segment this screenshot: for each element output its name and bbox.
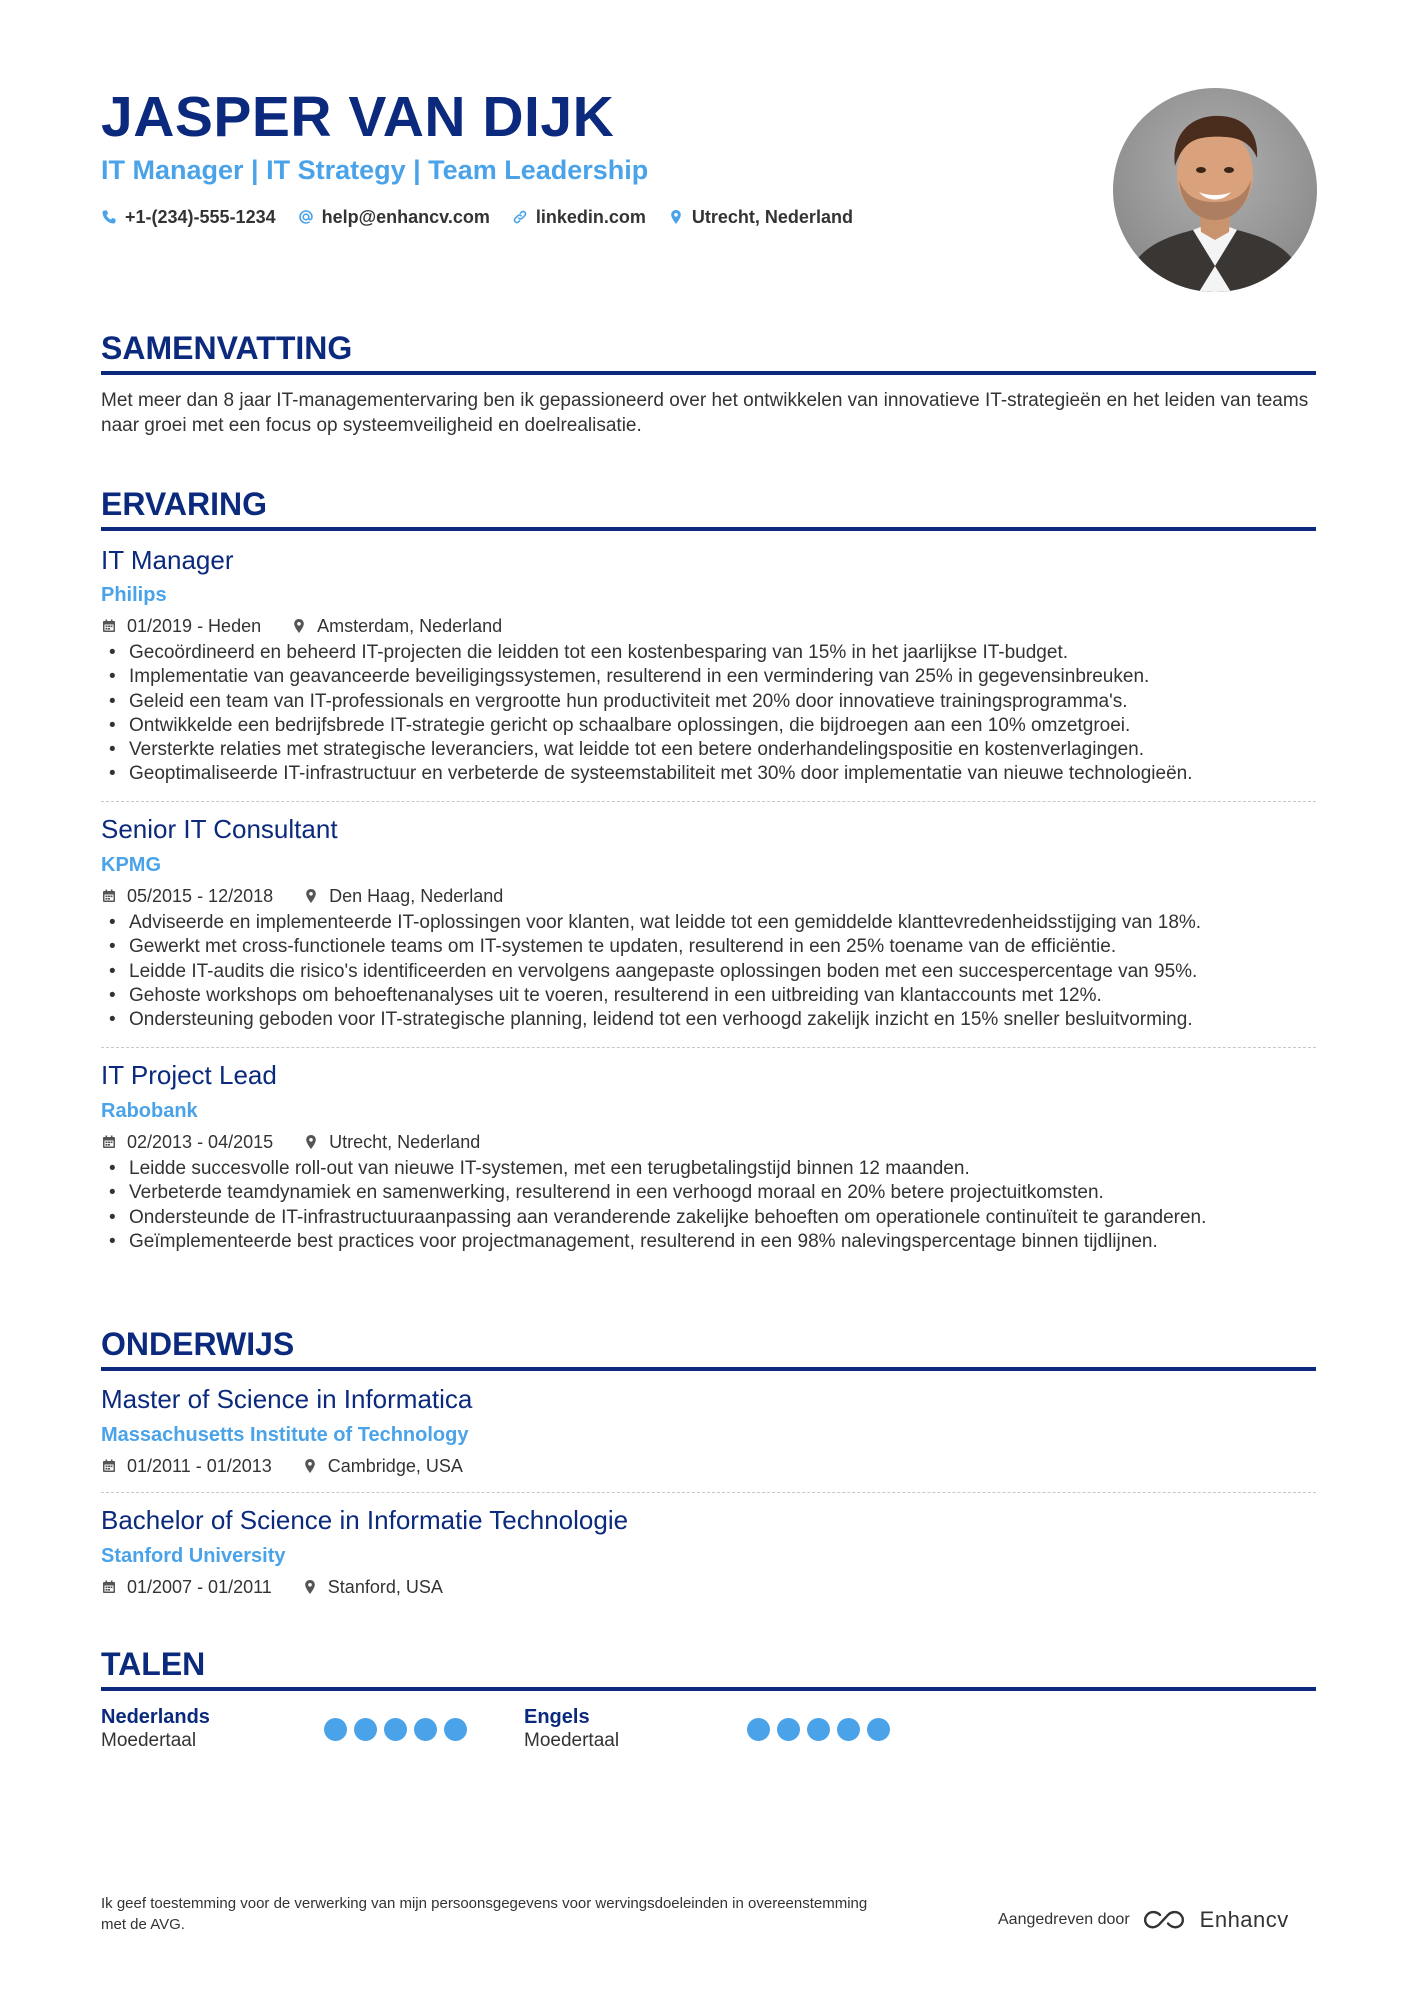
job-location-text: Den Haag, Nederland bbox=[329, 886, 504, 906]
contact-phone[interactable] bbox=[101, 204, 276, 230]
job-company: Rabobank bbox=[101, 1100, 198, 1122]
school-name: Massachusetts Institute of Technology bbox=[101, 1424, 469, 1446]
language-rating bbox=[747, 1718, 890, 1741]
gdpr-consent-note: Ik geef toestemming voor de verwerking van mijn persoonsgegevens voor wervingsdoeleinden in overeenstemming met de AVG. bbox=[101, 1895, 868, 1933]
contact-linkedin[interactable] bbox=[512, 204, 646, 230]
degree-title: Master of Science in Informatica bbox=[101, 1384, 473, 1414]
powered-by-label: Aangedreven door bbox=[998, 1911, 1130, 1928]
achievement-item: • Implementatie van geavanceerde beveiligingssystemen, resulterend in een vermindering van 25% in gegevensinbreuken. bbox=[101, 665, 1316, 689]
education-location-text: Stanford, USA bbox=[327, 1577, 443, 1597]
job-dates bbox=[101, 614, 261, 638]
language-name: Nederlands bbox=[101, 1706, 210, 1728]
calendar-icon bbox=[101, 1134, 117, 1150]
rating-dot bbox=[867, 1718, 890, 1741]
rating-dot bbox=[384, 1718, 407, 1741]
calendar-icon bbox=[101, 1458, 117, 1474]
achievement-item: • Verbeterde teamdynamiek en samenwerking, resulterend in een verhoogd moraal en 20% betere projectuitkomsten. bbox=[101, 1181, 1316, 1205]
section-divider bbox=[101, 371, 1316, 375]
location-text: Utrecht, Nederland bbox=[691, 207, 853, 227]
job-meta bbox=[101, 1130, 510, 1154]
job-dates-text: 05/2015 - 12/2018 bbox=[127, 886, 274, 906]
job-company: KPMG bbox=[101, 854, 161, 876]
candidate-name: JASPER VAN DIJK bbox=[101, 85, 615, 149]
section-title-languages: TALEN bbox=[101, 1646, 206, 1682]
at-icon bbox=[298, 209, 314, 225]
job-meta bbox=[101, 884, 533, 908]
education-dates-text: 01/2007 - 01/2011 bbox=[127, 1577, 272, 1597]
education-dates bbox=[101, 1454, 272, 1478]
contact-bar bbox=[101, 204, 853, 230]
rating-dot bbox=[354, 1718, 377, 1741]
linkedin-text: linkedin.com bbox=[535, 207, 646, 227]
achievement-item: • Geïmplementeerde best practices voor projectmanagement, resulterend in een 98% nalevingspercentage binnen tijdlijnen. bbox=[101, 1230, 1316, 1254]
calendar-icon bbox=[101, 888, 117, 904]
job-meta bbox=[101, 614, 532, 638]
section-divider bbox=[101, 1367, 1316, 1371]
degree-title: Bachelor of Science in Informatie Technologie bbox=[101, 1505, 629, 1535]
section-title-summary: SAMENVATTING bbox=[101, 330, 353, 366]
calendar-icon bbox=[101, 618, 117, 634]
rating-dot bbox=[444, 1718, 467, 1741]
achievement-item: • Gecoördineerd en beheerd IT-projecten die leidden tot een kostenbesparing van 15% in het jaarlijkse IT-budget. bbox=[101, 641, 1316, 665]
contact-location bbox=[668, 204, 853, 230]
job-location bbox=[303, 884, 503, 908]
entry-separator bbox=[101, 1492, 1316, 1493]
achievement-item: • Ondersteuning geboden voor IT-strategische planning, leidend tot een verhoogd zakelijk inzicht en 15% sneller besluitvorming. bbox=[101, 1008, 1316, 1032]
enhancv-wordmark: Enhancv bbox=[1199, 1907, 1289, 1932]
education-location bbox=[302, 1454, 463, 1478]
entry-separator bbox=[101, 801, 1316, 802]
location-pin-icon bbox=[291, 618, 307, 634]
phone-text: +1-(234)-555-1234 bbox=[125, 207, 276, 227]
contact-email[interactable] bbox=[298, 204, 490, 230]
language-rating bbox=[324, 1718, 467, 1741]
education-dates-text: 01/2011 - 01/2013 bbox=[127, 1456, 272, 1476]
job-title: IT Project Lead bbox=[101, 1060, 277, 1090]
achievement-item: • Gewerkt met cross-functionele teams om IT-systemen te updaten, resulterend in een 25% toename van de efficiëntie. bbox=[101, 935, 1316, 959]
achievement-item: • Versterkte relaties met strategische leveranciers, wat leidde tot een betere onderhandelingspositie en kostenverlagingen. bbox=[101, 738, 1316, 762]
summary-text: Met meer dan 8 jaar IT-managementervaring ben ik gepassioneerd over het ontwikkelen van innovatieve IT-strategieën en het leiden van teams naar groei met een focus op systeemveiligheid en doelrealisatie. bbox=[101, 390, 1309, 436]
education-dates bbox=[101, 1575, 272, 1599]
rating-dot bbox=[777, 1718, 800, 1741]
language-level: Moedertaal bbox=[524, 1730, 620, 1751]
education-location-text: Cambridge, USA bbox=[327, 1456, 463, 1476]
section-divider bbox=[101, 1687, 1316, 1691]
job-dates-text: 01/2019 - Heden bbox=[127, 616, 262, 636]
rating-dot bbox=[807, 1718, 830, 1741]
job-achievements bbox=[101, 1157, 1316, 1254]
section-title-education: ONDERWIJS bbox=[101, 1326, 295, 1362]
profile-photo bbox=[1113, 88, 1317, 292]
achievement-item: • Leidde IT-audits die risico's identificeerden en vervolgens aangepaste oplossingen boden met een succespercentage van 95%. bbox=[101, 960, 1316, 984]
powered-by[interactable] bbox=[998, 1907, 1289, 1933]
achievement-item: • Geleid een team van IT-professionals en vergrootte hun productiviteit met 20% door innovatieve trainingsprogramma's. bbox=[101, 690, 1316, 714]
job-location bbox=[291, 614, 502, 638]
job-dates-text: 02/2013 - 04/2015 bbox=[127, 1132, 274, 1152]
phone-icon bbox=[101, 209, 117, 225]
resume-page bbox=[101, 0, 1316, 1995]
achievement-item: • Adviseerde en implementeerde IT-oplossingen voor klanten, wat leidde tot een gemiddelde klanttevredenheidsstijging van 18%. bbox=[101, 911, 1316, 935]
location-pin-icon bbox=[302, 1579, 318, 1595]
language-name: Engels bbox=[524, 1706, 590, 1728]
job-title: Senior IT Consultant bbox=[101, 814, 338, 844]
calendar-icon bbox=[101, 1579, 117, 1595]
link-icon bbox=[512, 209, 528, 225]
rating-dot bbox=[747, 1718, 770, 1741]
section-title-experience: ERVARING bbox=[101, 486, 267, 522]
rating-dot bbox=[324, 1718, 347, 1741]
profile-portrait-illustration bbox=[1113, 88, 1317, 292]
achievement-item: • Geoptimaliseerde IT-infrastructuur en verbeterde de systeemstabiliteit met 30% door implementatie van nieuwe technologieën. bbox=[101, 762, 1316, 786]
job-location-text: Utrecht, Nederland bbox=[329, 1132, 481, 1152]
rating-dot bbox=[837, 1718, 860, 1741]
education-meta bbox=[101, 1575, 473, 1599]
job-achievements bbox=[101, 911, 1316, 1032]
entry-separator bbox=[101, 1047, 1316, 1048]
email-text: help@enhancv.com bbox=[321, 207, 490, 227]
education-meta bbox=[101, 1454, 493, 1478]
achievement-item: • Ondersteunde de IT-infrastructuuraanpassing aan veranderende zakelijke behoeften om operationele continuïteit te garanderen. bbox=[101, 1206, 1316, 1230]
job-location bbox=[303, 1130, 480, 1154]
location-pin-icon bbox=[303, 1134, 319, 1150]
location-pin-icon bbox=[303, 888, 319, 904]
job-title: IT Manager bbox=[101, 545, 234, 575]
job-dates bbox=[101, 884, 273, 908]
job-location-text: Amsterdam, Nederland bbox=[317, 616, 503, 636]
achievement-item: • Gehoste workshops om behoeftenanalyses uit te voeren, resulterend in een uitbreiding van klantaccounts met 12%. bbox=[101, 984, 1316, 1008]
job-achievements bbox=[101, 641, 1316, 787]
job-dates bbox=[101, 1130, 273, 1154]
achievement-item: • Leidde succesvolle roll-out van nieuwe IT-systemen, met een terugbetalingstijd binnen 12 maanden. bbox=[101, 1157, 1316, 1181]
enhancv-logo-icon bbox=[1142, 1908, 1188, 1932]
language-level: Moedertaal bbox=[101, 1730, 197, 1751]
achievement-item: • Ontwikkelde een bedrijfsbrede IT-strategie gericht op schaalbare oplossingen, die bijdroegen aan een 10% omzetgroei. bbox=[101, 714, 1316, 738]
education-location bbox=[302, 1575, 443, 1599]
location-pin-icon bbox=[668, 209, 684, 225]
job-company: Philips bbox=[101, 584, 167, 606]
candidate-headline: IT Manager | IT Strategy | Team Leadership bbox=[101, 155, 649, 185]
school-name: Stanford University bbox=[101, 1545, 286, 1567]
rating-dot bbox=[414, 1718, 437, 1741]
section-divider bbox=[101, 527, 1316, 531]
location-pin-icon bbox=[302, 1458, 318, 1474]
